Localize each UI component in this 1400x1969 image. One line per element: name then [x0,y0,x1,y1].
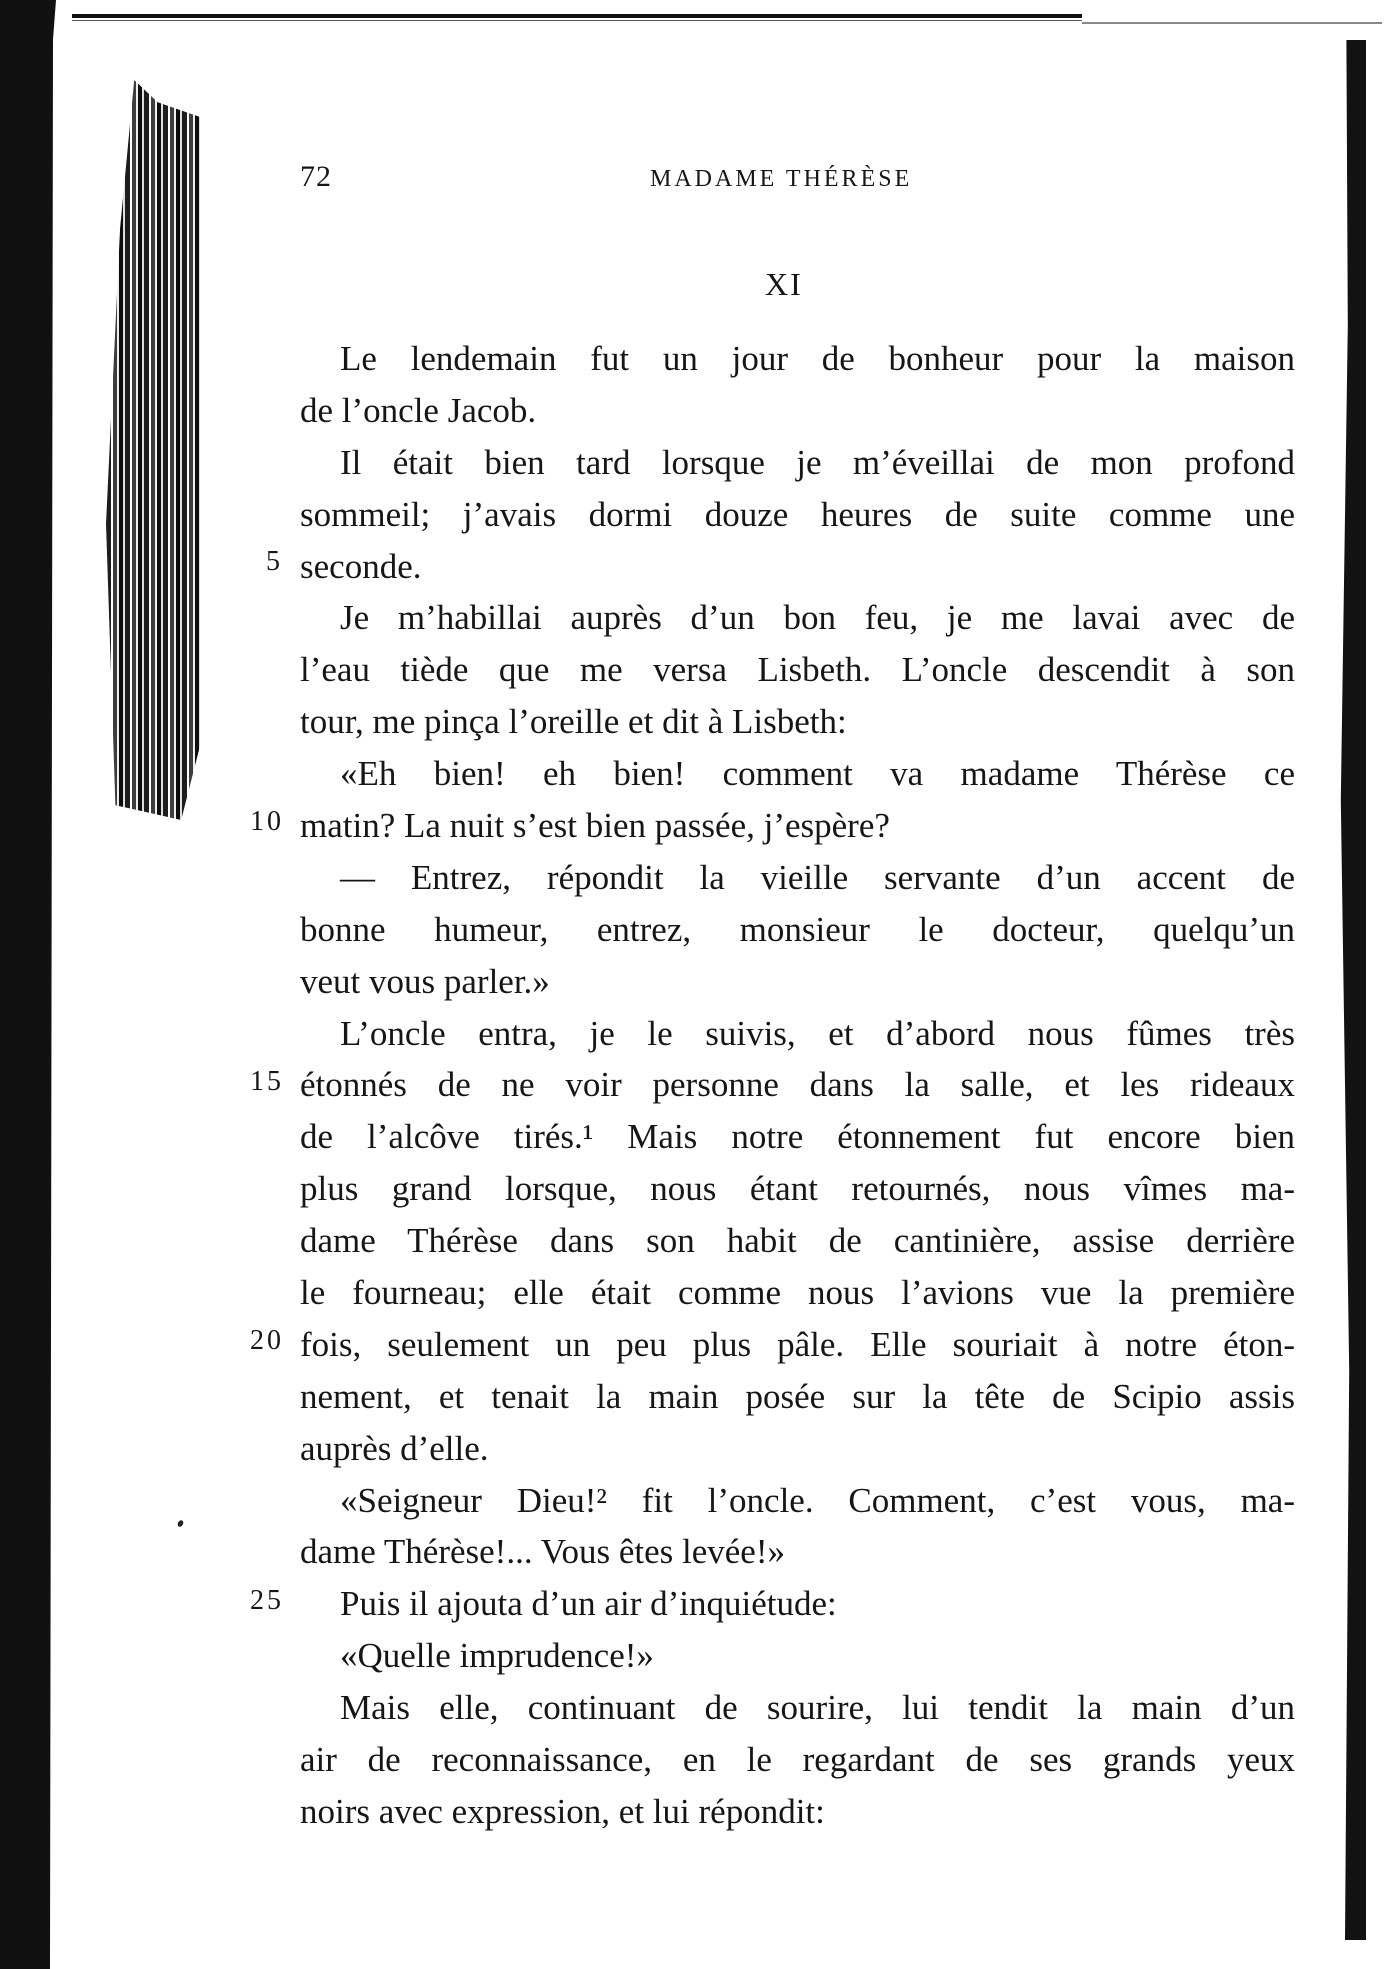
text-line: Je m’habillai auprès d’un bon feu, je me lavai avec de [340,598,1295,638]
text-line: de l’oncle Jacob. [300,390,537,430]
text-line: dame Thérèse!... Vous êtes levée!» [300,1532,785,1572]
text-line: Puis il ajouta d’un air d’inquiétude: [340,1584,837,1624]
running-title: MADAME THÉRÈSE [650,166,913,192]
text-line: «Quelle imprudence!» [340,1636,654,1676]
text-line: «Eh bien! eh bien! comment va madame Thérèse ce [340,754,1295,794]
scan-edge-top [72,14,1082,22]
text-line: nement, et tenait la main posée sur la tête de Scipio assis [300,1376,1295,1416]
text-line: veut vous parler.» [300,961,550,1001]
line-number: 10 [250,806,284,837]
text-line: l’eau tiède que me versa Lisbeth. L’oncle descendit à son [300,650,1295,690]
scan-edge-right [1338,40,1366,1940]
line-number: 20 [250,1325,284,1356]
text-line: étonnés de ne voir personne dans la salle, et les rideaux [300,1065,1295,1105]
text-line: Le lendemain fut un jour de bonheur pour la maison [340,339,1295,378]
text-line: air de reconnaissance, en le regardant de ses grands yeux [300,1740,1295,1780]
text-line: le fourneau; elle était comme nous l’avions vue la première [300,1273,1295,1313]
page-number: 72 [300,160,332,193]
text-line: sommeil; j’avais dormi douze heures de suite comme une [300,494,1295,534]
scan-edge-left-fringe [44,0,74,1969]
running-head [300,160,1340,200]
text-line: de l’alcôve tirés.¹ Mais notre étonnement fut encore bien [300,1117,1295,1157]
text-line: bonne humeur, entrez, monsieur le docteur, quelqu’un [300,909,1295,949]
text-line: Mais elle, continuant de sourire, lui tendit la main d’un [340,1688,1295,1728]
line-number: 15 [250,1066,284,1097]
line-number: 25 [250,1585,284,1616]
ink-speck [177,1519,185,1528]
text-line: fois, seulement un peu plus pâle. Elle souriait à notre éton- [300,1324,1295,1364]
text-line: auprès d’elle. [300,1428,489,1468]
line-number: 5 [266,546,283,577]
chapter-heading: XI [765,266,803,302]
body-text [300,333,1295,1838]
text-line: dame Thérèse dans son habit de cantinière, assise derrière [300,1221,1295,1261]
text-line: matin? La nuit s’est bien passée, j’espère? [300,806,890,846]
text-line: Il était bien tard lorsque je m’éveillai de mon profond [340,442,1295,482]
text-line: — Entrez, répondit la vieille servante d’un accent de [340,857,1295,897]
text-line: noirs avec expression, et lui répondit: [300,1791,825,1831]
text-line: L’oncle entra, je le suivis, et d’abord nous fûmes très [340,1013,1295,1053]
text-line: seconde. [300,546,422,586]
scan-edge-left [0,0,44,1969]
binding-shadow [106,80,200,820]
scan-edge-top-fade [1082,22,1382,24]
text-line: tour, me pinça l’oreille et dit à Lisbeth: [300,702,847,742]
text-line: «Seigneur Dieu!² fit l’oncle. Comment, c’est vous, ma- [340,1480,1295,1520]
text-line: plus grand lorsque, nous étant retournés, nous vîmes ma- [300,1169,1295,1209]
